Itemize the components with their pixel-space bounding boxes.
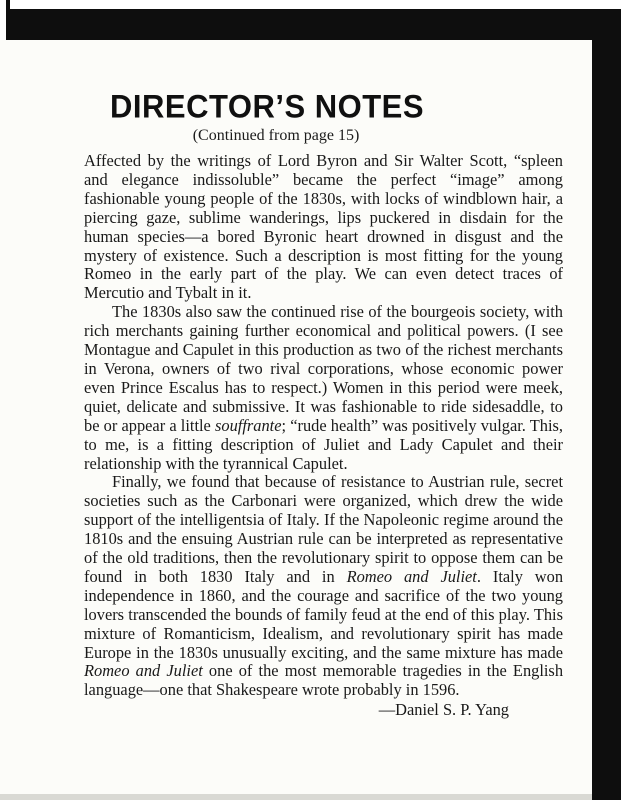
italic-text: Romeo and Juliet — [84, 661, 203, 681]
scan-edge-top — [6, 9, 621, 40]
text-run: . Italy won independence in 1860, and the courage and sacrifice of the two young lovers transcended the bounds of family feud at the end of this play. This mixture of Romanticism, Idealism, and revolutionary spirit has made Europe in the 1830s unusually exciting, and the same mixture has made — [84, 566, 564, 662]
paragraph — [84, 473, 563, 700]
scan-edge-right — [592, 9, 621, 800]
text-run: one of the most memorable tragedies in the English language—one that Shakespeare wrote probably in 1596. — [84, 661, 564, 700]
page-content — [0, 40, 592, 794]
text-run: Affected by the writings of Lord Byron and Sir Walter Scott, “spleen and elegance indissoluble” became the perfect “image” among fashionable young people of the 1830s, with locks of windblown hair, a piercing gaze, sublime wanderings, lips puckered in disdain for the human species—a bored Byronic heart drowned in disgust and the mystery of existence. Such a description is most fitting for the young Romeo in the early part of the play. We can even detect traces of Mercutio and Tybalt in it. — [84, 151, 563, 303]
scan-edge-bottom — [0, 794, 592, 800]
italic-text: souffrante — [215, 415, 282, 435]
paragraph — [84, 303, 563, 473]
italic-text: Romeo and Juliet — [346, 566, 477, 586]
text-run: The 1830s also saw the continued rise of the bourgeois society, with rich merchants gaining further economical and political powers. (I see Montague and Capulet in this production as two of the richest merchants in Verona, owners of two rival corporations, whose economic power even Prince Escalus has to respect.) Women in this period were meek, quiet, delicate and submissive. It was fashionable to ride sidesaddle, to be or appear a little — [84, 302, 563, 435]
paragraph — [84, 152, 563, 303]
text-run: ; “rude health” was positively vulgar. This, to me, is a fitting description of Juliet and Lady Capulet and their relationship with the tyrannical Capulet. — [84, 415, 563, 473]
page-title: DIRECTOR’S NOTES — [110, 87, 425, 125]
author-signature: —Daniel S. P. Yang — [378, 700, 509, 720]
continued-from-note: (Continued from page 15) — [192, 127, 360, 144]
text-run: Finally, we found that because of resistance to Austrian rule, secret societies such as the Carbonari were organized, which drew the wide support of the intelligentsia of Italy. If the Napoleonic regime around the 1810s and the ensuing Austrian rule can be interpreted as representative of the old traditions, then the revolutionary spirit to oppose them can be found in both 1830 Italy and in — [84, 472, 563, 586]
article-body — [84, 152, 563, 719]
